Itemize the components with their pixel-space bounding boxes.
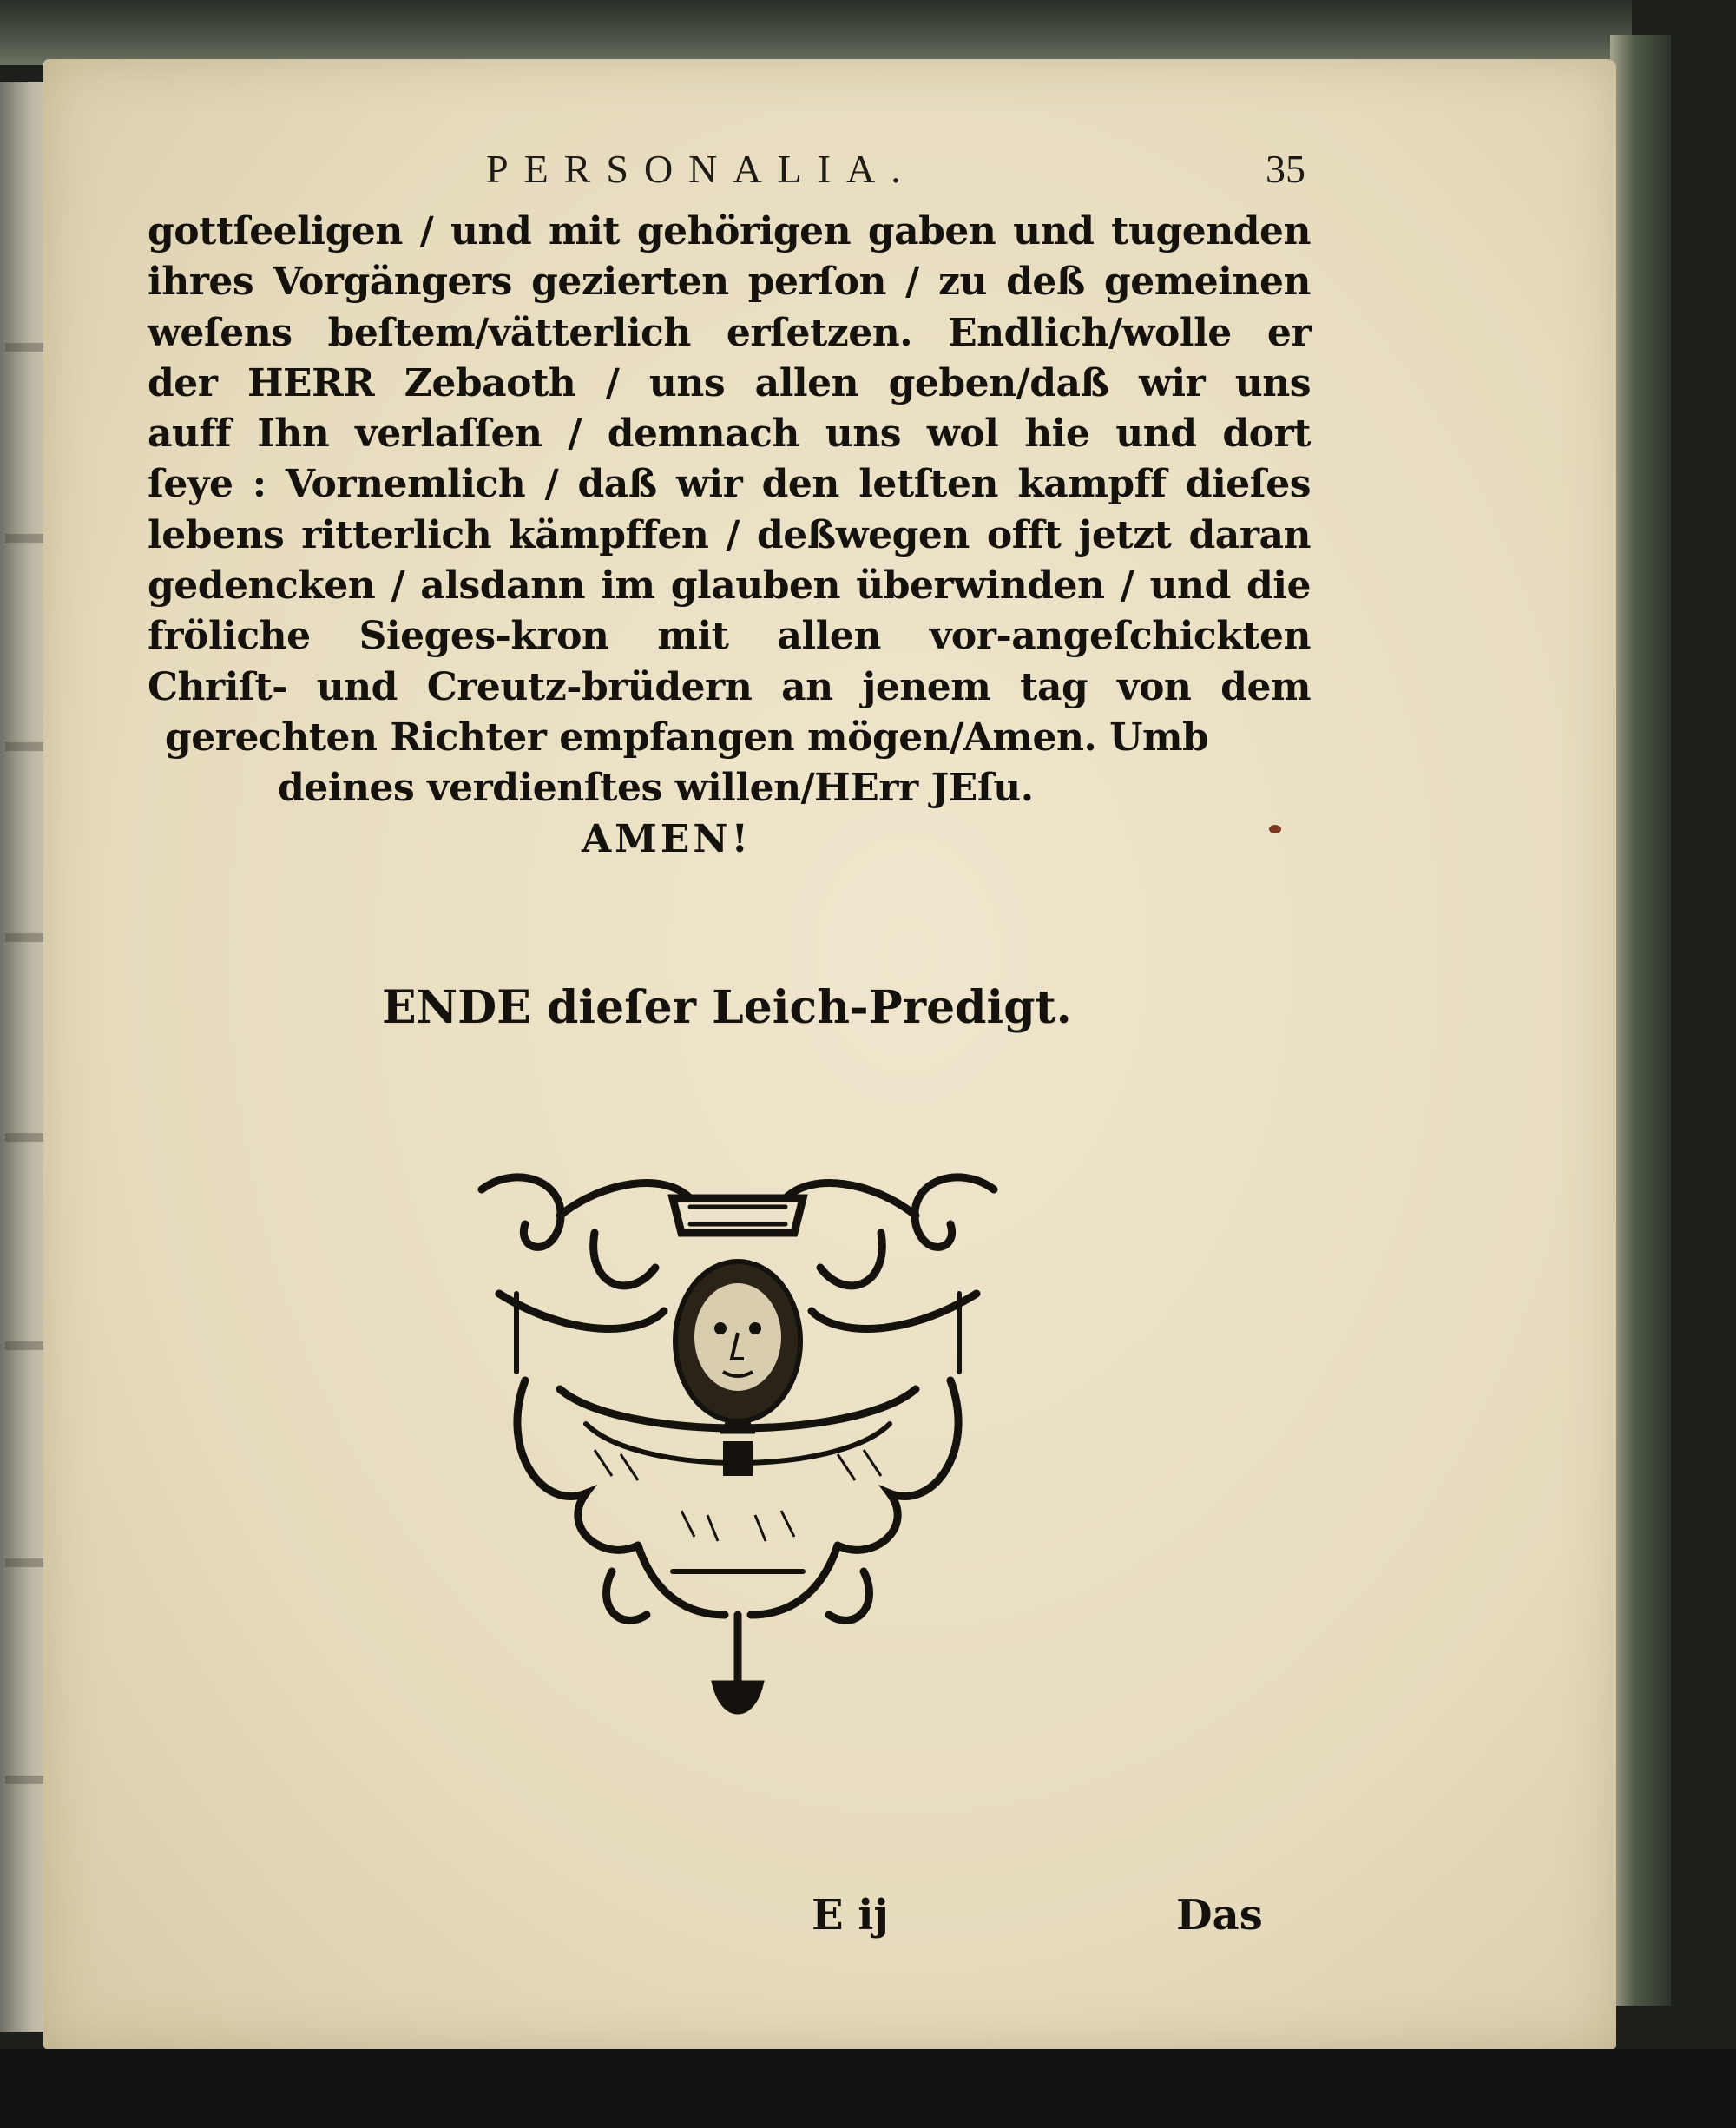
amen-line: AMEN! — [582, 816, 752, 861]
signature-mark: E ij — [812, 1891, 889, 1940]
text-line: lebens ritterlich kämpffen / deßwegen offt jetzt daran — [148, 512, 1311, 557]
text-line: der HERR Zebaoth / uns allen geben/daß wir uns — [148, 360, 1311, 405]
text-line: gottſeeligen / und mit gehörigen gaben und tugenden — [148, 209, 1311, 254]
text-line: ihres Vorgängers gezierten perſon / zu deß gemeinen — [148, 260, 1311, 305]
closing-title: ENDE dieſer Leich-Predigt. — [382, 981, 1072, 1034]
page-number: 35 — [1266, 147, 1305, 191]
text-line: deines verdienſtes willen/HErr JEſu. — [278, 766, 1034, 811]
text-line: weſens beſtem/vätterlich erſetzen. Endlich/wolle er — [148, 310, 1311, 355]
text-line: auff Ihn verlaſſen / demnach uns wol hie und dort — [148, 412, 1311, 457]
book-bottom-shadow — [0, 2049, 1736, 2128]
woodcut-mascaron-ornament-icon — [464, 1163, 1011, 1719]
book-top-edge — [0, 0, 1632, 65]
text-line: gerechten Richter empfangen mögen/Amen. Umb — [165, 715, 1209, 760]
text-line: gedencken / alsdann im glauben überwinden / und die — [148, 563, 1311, 609]
text-line: Chriſt- und Creutz-brüdern an jenem tag von dem — [148, 664, 1311, 709]
text-line: fröliche Sieges-kron mit allen vor-angeſchickten — [148, 614, 1311, 659]
body-text — [148, 207, 1311, 865]
catchword: Das — [1176, 1891, 1263, 1940]
book-fore-edge — [1610, 35, 1671, 2006]
text-line: ſeye : Vornemlich / daß wir den letſten kampff dieſes — [148, 462, 1311, 507]
running-head: PERSONALIA. — [486, 147, 917, 191]
ink-speck — [1269, 825, 1281, 833]
